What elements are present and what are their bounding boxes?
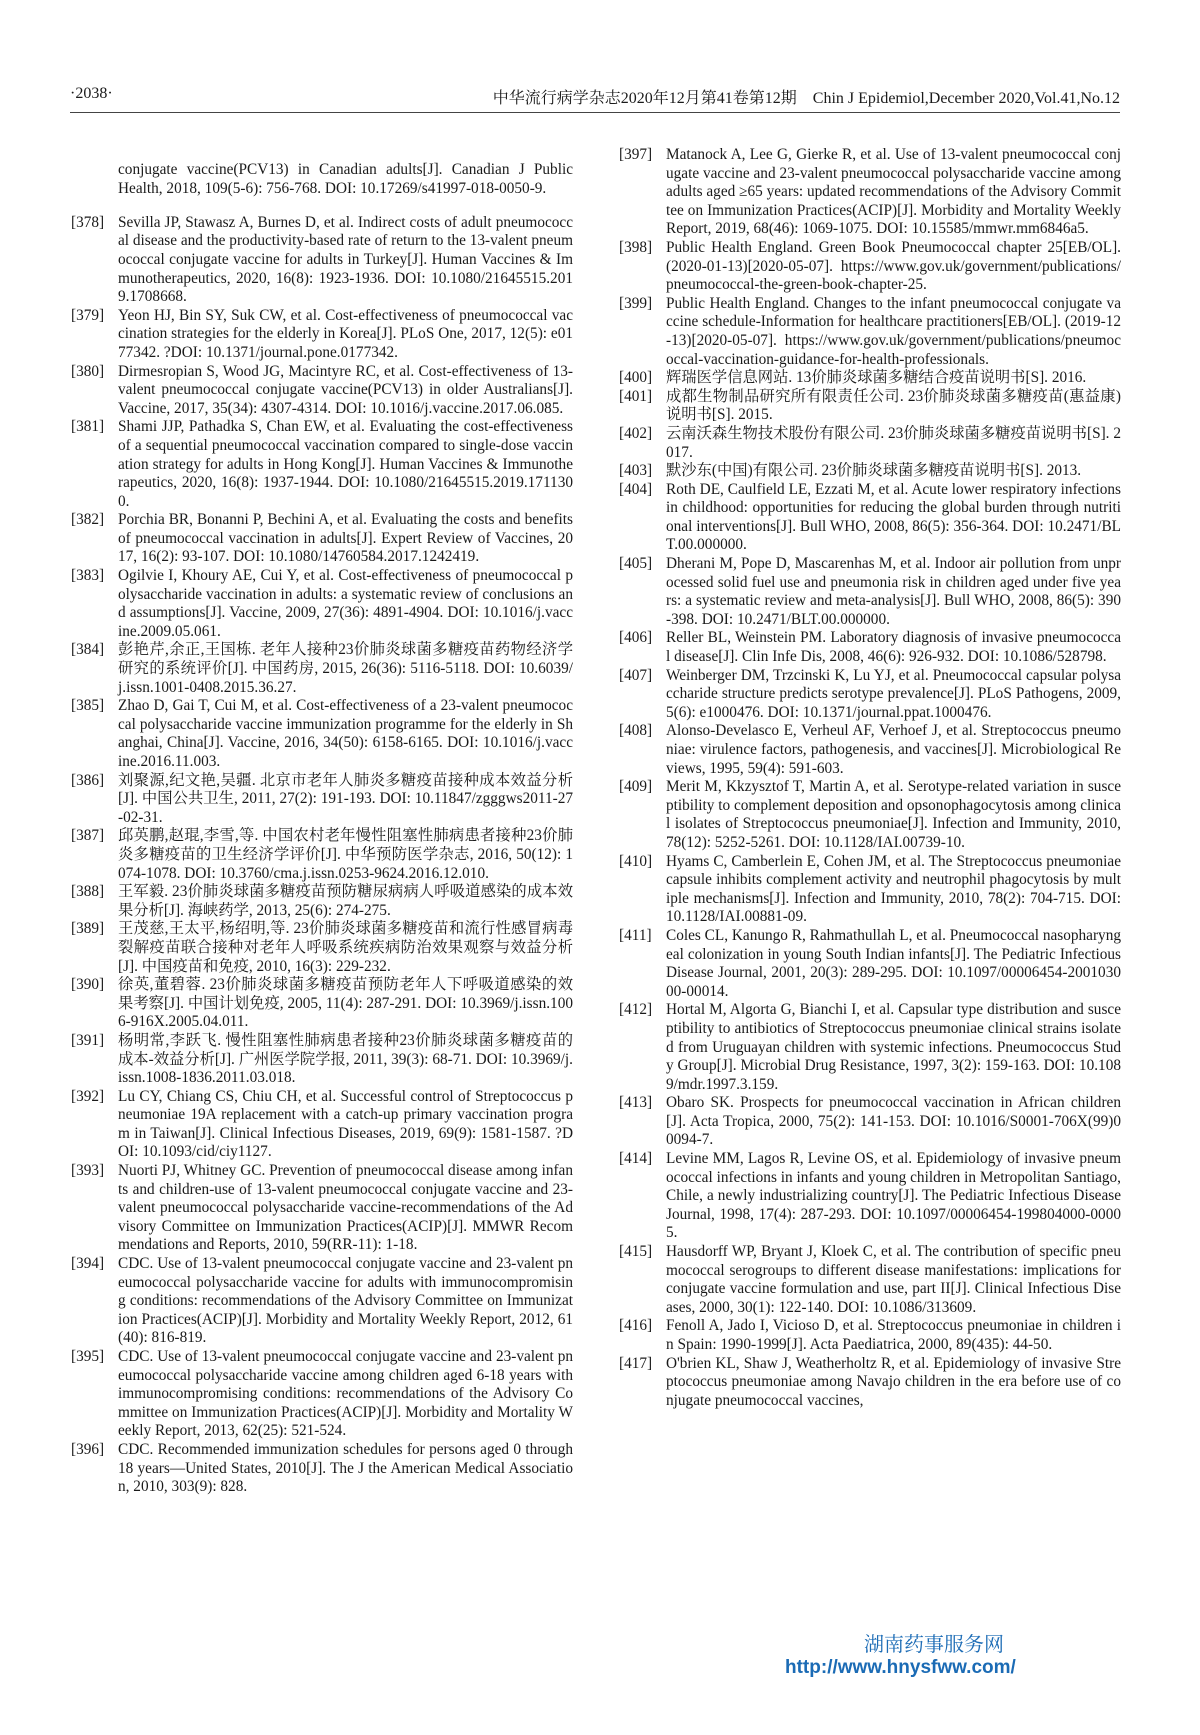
- reference-number: [409]: [619, 778, 653, 796]
- reference-item: [619, 425, 1121, 462]
- reference-text: Zhao D, Gai T, Cui M, et al. Cost-effectiveness of a 23-valent pneumococcal polysaccharide vaccine immunization programme for the elderly in Shanghai, China[J]. Vaccine, 2016, 34(50): 6158-6165. DOI: 10.1016/j.vaccine.2016.11.003.: [118, 697, 573, 770]
- reference-text: Reller BL, Weinstein PM. Laboratory diagnosis of invasive pneumococcal disease[J]. Clin Infe Dis, 2008, 46(6): 926-932. DOI: 10.1086/528798.: [666, 629, 1121, 666]
- reference-item: [619, 388, 1121, 425]
- reference-item: [619, 778, 1121, 852]
- reference-number: [403]: [619, 462, 653, 480]
- reference-item: [619, 1150, 1121, 1243]
- reference-text: Matanock A, Lee G, Gierke R, et al. Use of 13-valent pneumococcal conjugate vaccine and 23-valent pneumococcal polysaccharide vaccine among adults aged ≥65 years: updated recommendations of the Advisory Committee on Immunization Practices(ACIP)[J]. Morbidity and Mortality Weekly Report, 2019, 68(46): 1069-1075. DOI: 10.15585/mmwr.mm6846a5.: [666, 146, 1121, 238]
- reference-item: [71, 1088, 573, 1162]
- reference-number: [401]: [619, 387, 653, 405]
- reference-item: [619, 853, 1121, 927]
- reference-item: [71, 697, 573, 771]
- reference-text: Hausdorff WP, Bryant J, Kloek C, et al. The contribution of specific pneumococcal serogroups to different disease manifestations: implications for conjugate vaccine formulation and use, part II[J]. Clinical Infectious Diseases, 2000, 30(1): 122-140. DOI: 10.1086/313609.: [666, 1243, 1121, 1316]
- reference-text: 刘聚源,纪文艳,吴疆. 北京市老年人肺炎多糖疫苗接种成本效益分析[J]. 中国公共卫生, 2011, 27(2): 191-193. DOI: 10.11847/zgggws2011-27-02-31.: [118, 771, 573, 826]
- reference-text: CDC. Recommended immunization schedules for persons aged 0 through 18 years—United States, 2010[J]. The J the American Medical Association, 2010, 303(9): 828.: [118, 1440, 573, 1496]
- reference-text: Dherani M, Pope D, Mascarenhas M, et al. Indoor air pollution from unprocessed solid fuel use and pneumonia risk in children aged under five years: a systematic review and meta-analysis[J]. Bull WHO, 2008, 86(5): 390-398. DOI: 10.2471/BLT.00.000000.: [666, 555, 1121, 628]
- reference-item: [71, 1255, 573, 1348]
- reference-text: Roth DE, Caulfield LE, Ezzati M, et al. Acute lower respiratory infections in childhood: opportunities for reducing the global burden through nutritional interventions[J]. Bull WHO, 2008, 86(5): 356-364. DOI: 10.2471/BLT.00.000000.: [666, 480, 1121, 554]
- reference-text: 默沙东(中国)有限公司. 23价肺炎球菌多糖疫苗说明书[S]. 2013.: [666, 462, 1082, 480]
- reference-number: [402]: [619, 424, 653, 442]
- reference-item: [71, 511, 573, 567]
- reference-number: [387]: [71, 827, 105, 845]
- reference-text: Yeon HJ, Bin SY, Suk CW, et al. Cost-effectiveness of pneumococcal vaccination strategies for the elderly in Korea[J]. PLoS One, 2017, 12(5): e0177342. ?DOI: 10.1371/journal.pone.0177342.: [118, 306, 573, 361]
- reference-text: Merit M, Kkzysztof T, Martin A, et al. Serotype-related variation in susceptibility to complement deposition and opsonophagocytosis among clinical isolates of Streptococcus pneumoniae[J]. Infection and Immunity, 2010, 78(12): 5252-5261. DOI: 10.1128/IAI.00739-10.: [666, 778, 1122, 851]
- reference-text: Fenoll A, Jado I, Vicioso D, et al. Streptococcus pneumoniae in children in Spain: 1990-1999[J]. Acta Paediatrica, 2000, 89(435): 44-50.: [666, 1317, 1121, 1353]
- page-header: [70, 82, 1120, 113]
- reference-number: [392]: [71, 1087, 105, 1105]
- reference-text: Alonso-Develasco E, Verheul AF, Verhoef J, et al. Streptococcus pneumoniae: virulence factors, pathogenesis, and vaccines[J]. Microbiological Reviews, 1995, 59(4): 591-603.: [666, 722, 1121, 777]
- reference-number: [389]: [71, 920, 105, 938]
- reference-item: [71, 1032, 573, 1088]
- reference-number: [388]: [71, 883, 105, 901]
- watermark-url[interactable]: http://www.hnysfww.com/: [785, 1657, 1016, 1678]
- reference-text: Sevilla JP, Stawasz A, Burnes D, et al. Indirect costs of adult pneumococcal disease and the productivity-based rate of return to the 13-valent pneumococcal conjugate vaccine for adults in Turkey[J]. Human Vaccines & Immunotherapeutics, 2020, 16(8): 1923-1936. DOI: 10.1080/21645515.2019.1708668.: [118, 213, 573, 306]
- reference-text: Coles CL, Kanungo R, Rahmathullah L, et al. Pneumococcal nasopharyngeal colonization in young South Indian infants[J]. The Pediatric Infectious Disease Journal, 2001, 20(3): 289-295. DOI: 10.1097/00006454-200103000-00014.: [666, 926, 1121, 1000]
- reference-text: 彭艳芹,余正,王国栋. 老年人接种23价肺炎球菌多糖疫苗药物经济学研究的系统评价[J]. 中国药房, 2015, 26(36): 5116-5118. DOI: 10.6039/j.issn.1001-0408.2015.36.27.: [118, 641, 573, 696]
- reference-item: [619, 1355, 1121, 1411]
- reference-number: [384]: [71, 641, 105, 659]
- reference-number: [414]: [619, 1150, 653, 1168]
- reference-item: [71, 1441, 573, 1497]
- reference-item: [619, 462, 1121, 481]
- reference-text: 徐英,董碧蓉. 23价肺炎球菌多糖疫苗预防老年人下呼吸道感染的效果考察[J]. 中国计划免疫, 2005, 11(4): 287-291. DOI: 10.3969/j.issn.1006-916X.2005.04.011.: [118, 976, 573, 1031]
- reference-number: [406]: [619, 629, 653, 647]
- reference-text: 王茂慈,王太平,杨绍明,等. 23价肺炎球菌多糖疫苗和流行性感冒病毒裂解疫苗联合接种对老年人呼吸系统疾病防治效果观察与效益分析[J]. 中国疫苗和免疫, 2010, 16(3): 229-232.: [118, 920, 573, 975]
- reference-item: [71, 418, 573, 511]
- reference-number: [400]: [619, 369, 653, 387]
- reference-number: [413]: [619, 1094, 653, 1112]
- reference-item: [71, 976, 573, 1032]
- reference-text: Hyams C, Camberlein E, Cohen JM, et al. The Streptococcus pneumoniae capsule inhibits complement activity and neutrophil phagocytosis by multiple mechanisms[J]. Infection and Immunity, 2010, 78(2): 704-715. DOI: 10.1128/IAI.00881-09.: [666, 852, 1121, 926]
- reference-number: [404]: [619, 480, 653, 498]
- reference-number: [405]: [619, 555, 653, 573]
- reference-number: [379]: [71, 306, 105, 324]
- reference-item: [71, 567, 573, 641]
- reference-item: [71, 1162, 573, 1255]
- reference-item: [71, 214, 573, 307]
- reference-item: [619, 295, 1121, 369]
- reference-text: 杨明常,李跃飞. 慢性阻塞性肺病患者接种23价肺炎球菌多糖疫苗的成本-效益分析[J]. 广州医学院学报, 2011, 39(3): 68-71. DOI: 10.3969/j.issn.1008-1836.2011.03.018.: [118, 1031, 573, 1087]
- site-watermark[interactable]: [780, 1628, 1130, 1679]
- reference-item: [71, 827, 573, 883]
- reference-text: 邱英鹏,赵琨,李雪,等. 中国农村老年慢性阻塞性肺病患者接种23价肺炎多糖疫苗的卫生经济学评价[J]. 中华预防医学杂志, 2016, 50(12): 1074-1078. DOI: 10.3760/cma.j.issn.0253-9624.2016.12.010.: [118, 827, 573, 882]
- reference-item: [619, 1001, 1121, 1094]
- reference-text: Lu CY, Chiang CS, Chiu CH, et al. Successful control of Streptococcus pneumoniae 19A replacement with a catch-up primary vaccination program in Taiwan[J]. Clinical Infectious Diseases, 2019, 69(9): 1581-1587. ?DOI: 10.1093/cid/ciy1127.: [118, 1087, 573, 1161]
- reference-number: [385]: [71, 697, 105, 715]
- reference-number: [410]: [619, 852, 653, 870]
- reference-item: [71, 1348, 573, 1441]
- reference-text: CDC. Use of 13-valent pneumococcal conjugate vaccine and 23-valent pneumococcal polysaccharide vaccine among children aged 6-18 years with immunocompromising conditions: recommendations of the Advisory Committee on Immunization Practices(ACIP)[J]. Morbidity and Mortality Weekly Report, 2013, 62(25): 521-524.: [118, 1348, 573, 1440]
- right-column: [619, 146, 1121, 1410]
- reference-number: [407]: [619, 666, 653, 684]
- reference-number: [395]: [71, 1348, 105, 1365]
- reference-item: [619, 927, 1121, 1001]
- reference-number: [398]: [619, 238, 653, 256]
- reference-item: [71, 363, 573, 419]
- reference-item: [619, 1094, 1121, 1150]
- reference-text: CDC. Use of 13-valent pneumococcal conjugate vaccine and 23-valent pneumococcal polysaccharide vaccine for adults with immunocompromising conditions: recommendations of the Advisory Committee on Immunization Practices(ACIP)[J]. Morbidity and Mortality Weekly Report, 2012, 61(40): 816-819.: [118, 1255, 573, 1347]
- reference-text: Public Health England. Changes to the infant pneumococcal conjugate vaccine schedule-Information for healthcare practitioners[EB/OL]. (2019-12-13)[2020-05-07]. https://www.gov.uk/government/publications/pneumococcal-vaccination-guidance-for-health-professionals.: [666, 294, 1121, 368]
- reference-number: [416]: [619, 1317, 653, 1335]
- reference-item: [71, 307, 573, 363]
- reference-number: [399]: [619, 294, 653, 312]
- reference-number: [382]: [71, 511, 105, 529]
- reference-number: [408]: [619, 722, 653, 740]
- reference-item: [619, 667, 1121, 723]
- reference-text: Hortal M, Algorta G, Bianchi I, et al. Capsular type distribution and susceptibility to antibiotics of Streptococcus pneumoniae clinical strains isolated from Uruguayan children with systemic infections. Pneumococcus Study Group[J]. Microbial Drug Resistance, 1997, 3(2): 159-163. DOI: 10.1089/mdr.1997.3.159.: [666, 1001, 1121, 1093]
- reference-text: Ogilvie I, Khoury AE, Cui Y, et al. Cost-effectiveness of pneumococcal polysaccharide vaccination in adults: a systematic review of conclusions and assumptions[J]. Vaccine, 2009, 27(36): 4891-4904. DOI: 10.1016/j.vaccine.2009.05.061.: [118, 567, 573, 640]
- reference-number: [415]: [619, 1243, 653, 1261]
- reference-item: [619, 1317, 1121, 1354]
- watermark-site-name: 湖南药事服务网: [864, 1632, 1004, 1656]
- reference-text: Obaro SK. Prospects for pneumococcal vaccination in African children[J]. Acta Tropica, 2000, 75(2): 141-153. DOI: 10.1016/S0001-706X(99)00094-7.: [666, 1094, 1121, 1149]
- reference-number: [381]: [71, 418, 105, 436]
- reference-text: Public Health England. Green Book Pneumococcal chapter 25[EB/OL]. (2020-01-13)[2020-05-07]. https://www.gov.uk/government/publications/pneumococcal-the-green-book-chapter-25.: [666, 238, 1121, 294]
- reference-text: 辉瑞医学信息网站. 13价肺炎球菌多糖结合疫苗说明书[S]. 2016.: [666, 369, 1087, 387]
- reference-item: [619, 239, 1121, 295]
- reference-number: [411]: [619, 926, 652, 944]
- reference-item: [71, 920, 573, 976]
- reference-continuation: conjugate vaccine(PCV13) in Canadian adults[J]. Canadian J Public Health, 2018, 109(5-6): 756-768. DOI: 10.17269/s41997-018-0050-9.: [118, 161, 573, 197]
- reference-item: [619, 146, 1121, 239]
- reference-item: [619, 629, 1121, 666]
- reference-number: [393]: [71, 1162, 105, 1180]
- reference-text: Dirmesropian S, Wood JG, Macintyre RC, et al. Cost-effectiveness of 13-valent pneumococcal conjugate vaccine(PCV13) in older Australians[J]. Vaccine, 2017, 35(34): 4307-4314. DOI: 10.1016/j.vaccine.2017.06.085.: [118, 362, 573, 417]
- reference-number: [394]: [71, 1255, 105, 1273]
- reference-text: Nuorti PJ, Whitney GC. Prevention of pneumococcal disease among infants and children-use of 13-valent pneumococcal conjugate vaccine and 23-valent pneumococcal polysaccharide vaccine-recommendations of the Advisory Committee on Immunization Practices(ACIP)[J]. MMWR Recommendations and Reports, 2010, 59(RR-11): 1-18.: [118, 1162, 573, 1254]
- reference-number: [380]: [71, 362, 105, 380]
- reference-number: [396]: [71, 1440, 105, 1458]
- reference-number: [386]: [71, 771, 105, 789]
- reference-number: [390]: [71, 976, 105, 994]
- reference-text: Porchia BR, Bonanni P, Bechini A, et al. Evaluating the costs and benefits of pneumococcal vaccination in adults[J]. Expert Review of Vaccines, 2017, 16(2): 93-107. DOI: 10.1080/14760584.2017.1242419.: [118, 511, 573, 566]
- page-number: ·2038·: [70, 85, 113, 102]
- reference-text: Shami JJP, Pathadka S, Chan EW, et al. Evaluating the cost-effectiveness of a sequential pneumococcal vaccination compared to single-dose vaccination strategy for adults in Hong Kong[J]. Human Vaccines & Immunotherapeutics, 2020, 16(8): 1937-1944. DOI: 10.1080/21645515.2019.1711300.: [118, 418, 573, 510]
- reference-text: 云南沃森生物技术股份有限公司. 23价肺炎球菌多糖疫苗说明书[S]. 2017.: [666, 424, 1121, 461]
- reference-number: [391]: [71, 1031, 105, 1049]
- reference-text: O'brien KL, Shaw J, Weatherholtz R, et al. Epidemiology of invasive Streptococcus pneumoniae among Navajo children in the era before use of conjugate pneumococcal vaccines,: [666, 1354, 1121, 1409]
- reference-number: [412]: [619, 1001, 653, 1019]
- journal-info: 中华流行病学杂志2020年12月第41卷第12期 Chin J Epidemiol,December 2020,Vol.41,No.12: [492, 90, 1120, 107]
- reference-item: [619, 1243, 1121, 1317]
- reference-item: [619, 722, 1121, 778]
- reference-item: [619, 481, 1121, 555]
- reference-item: [71, 772, 573, 828]
- reference-text: 成都生物制品研究所有限责任公司. 23价肺炎球菌多糖疫苗(惠益康)说明书[S]. 2015.: [666, 387, 1121, 424]
- reference-item: [619, 555, 1121, 629]
- reference-item: [71, 883, 573, 920]
- reference-number: [383]: [71, 567, 105, 585]
- reference-text: Levine MM, Lagos R, Levine OS, et al. Epidemiology of invasive pneumococcal infections in infants and young children in Metropolitan Santiago, Chile, a newly industrializing country[J]. The Pediatric Infectious Disease Journal, 1998, 17(4): 287-293. DOI: 10.1097/00006454-199804000-00005.: [666, 1150, 1121, 1242]
- reference-text: 王军毅. 23价肺炎球菌多糖疫苗预防糖尿病病人呼吸道感染的成本效果分析[J]. 海峡药学, 2013, 25(6): 274-275.: [118, 883, 573, 919]
- reference-number: [378]: [71, 213, 105, 231]
- reference-item: [71, 641, 573, 697]
- reference-text: Weinberger DM, Trzcinski K, Lu YJ, et al. Pneumococcal capsular polysaccharide structure predicts serotype prevalence[J]. PLoS Pathogens, 2009, 5(6): e1000476. DOI: 10.1371/journal.ppat.1000476.: [666, 666, 1121, 721]
- reference-number: [397]: [619, 146, 653, 163]
- left-column: [71, 146, 573, 1497]
- reference-item: [619, 369, 1121, 388]
- reference-number: [417]: [619, 1354, 653, 1372]
